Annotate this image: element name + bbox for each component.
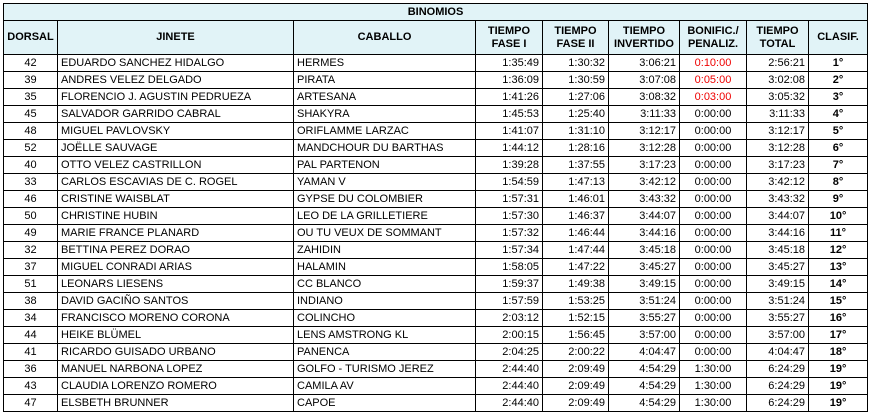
table-row bbox=[4, 191, 868, 208]
bonus-penalty-cell: 0:00:00 bbox=[680, 208, 747, 225]
dorsal-cell: 38 bbox=[4, 293, 58, 310]
bonus-penalty-cell: 0:00:00 bbox=[680, 106, 747, 123]
total-time-cell: 6:24:29 bbox=[747, 378, 809, 395]
inverted-time-cell: 3:51:24 bbox=[609, 293, 680, 310]
classification-cell: 13° bbox=[809, 259, 868, 276]
classification-cell: 1° bbox=[809, 55, 868, 72]
inverted-time-cell: 3:57:00 bbox=[609, 327, 680, 344]
table-row bbox=[4, 378, 868, 395]
horse-cell: LEO DE LA GRILLETIERE bbox=[294, 208, 476, 225]
inverted-time-cell: 3:06:21 bbox=[609, 55, 680, 72]
horse-cell: CAPOE bbox=[294, 395, 476, 412]
total-time-cell: 6:24:29 bbox=[747, 395, 809, 412]
classification-cell: 16° bbox=[809, 310, 868, 327]
inverted-time-cell: 3:45:18 bbox=[609, 242, 680, 259]
dorsal-cell: 50 bbox=[4, 208, 58, 225]
dorsal-cell: 48 bbox=[4, 123, 58, 140]
classification-cell: 19° bbox=[809, 395, 868, 412]
horse-cell: PIRATA bbox=[294, 72, 476, 89]
inverted-time-cell: 3:11:33 bbox=[609, 106, 680, 123]
col-header-invertido: TIEMPO INVERTIDO bbox=[609, 21, 680, 55]
dorsal-cell: 39 bbox=[4, 72, 58, 89]
phase1-time-cell: 1:44:12 bbox=[476, 140, 543, 157]
rider-cell: RICARDO GUISADO URBANO bbox=[58, 344, 294, 361]
total-time-cell: 3:55:27 bbox=[747, 310, 809, 327]
bonus-penalty-cell: 0:03:00 bbox=[680, 89, 747, 106]
rider-cell: MANUEL NARBONA LOPEZ bbox=[58, 361, 294, 378]
col-header-fase2: TIEMPO FASE II bbox=[543, 21, 609, 55]
table-title: BINOMIOS bbox=[4, 4, 868, 21]
phase1-time-cell: 1:57:59 bbox=[476, 293, 543, 310]
phase1-time-cell: 1:58:05 bbox=[476, 259, 543, 276]
rider-cell: MARIE FRANCE PLANARD bbox=[58, 225, 294, 242]
horse-cell: HALAMIN bbox=[294, 259, 476, 276]
dorsal-cell: 42 bbox=[4, 55, 58, 72]
bonus-penalty-cell: 1:30:00 bbox=[680, 395, 747, 412]
results-body bbox=[4, 55, 868, 412]
phase2-time-cell: 1:25:40 bbox=[543, 106, 609, 123]
phase2-time-cell: 1:46:44 bbox=[543, 225, 609, 242]
horse-cell: COLINCHO bbox=[294, 310, 476, 327]
rider-cell: DAVID GACIÑO SANTOS bbox=[58, 293, 294, 310]
inverted-time-cell: 3:55:27 bbox=[609, 310, 680, 327]
bonus-penalty-cell: 0:10:00 bbox=[680, 55, 747, 72]
dorsal-cell: 36 bbox=[4, 361, 58, 378]
bonus-penalty-cell: 0:00:00 bbox=[680, 276, 747, 293]
table-row bbox=[4, 55, 868, 72]
bonus-penalty-cell: 0:00:00 bbox=[680, 344, 747, 361]
bonus-penalty-cell: 0:00:00 bbox=[680, 242, 747, 259]
classification-cell: 3° bbox=[809, 89, 868, 106]
table-row bbox=[4, 106, 868, 123]
total-time-cell: 3:11:33 bbox=[747, 106, 809, 123]
rider-cell: CARLOS ESCAVIAS DE C. ROGEL bbox=[58, 174, 294, 191]
phase2-time-cell: 1:52:15 bbox=[543, 310, 609, 327]
phase2-time-cell: 1:30:59 bbox=[543, 72, 609, 89]
dorsal-cell: 35 bbox=[4, 89, 58, 106]
rider-cell: CRISTINE WAISBLAT bbox=[58, 191, 294, 208]
phase2-time-cell: 1:53:25 bbox=[543, 293, 609, 310]
table-row bbox=[4, 310, 868, 327]
total-time-cell: 3:17:23 bbox=[747, 157, 809, 174]
inverted-time-cell: 3:07:08 bbox=[609, 72, 680, 89]
col-header-clasif: CLASIF. bbox=[809, 21, 868, 55]
classification-cell: 11° bbox=[809, 225, 868, 242]
table-row bbox=[4, 395, 868, 412]
phase2-time-cell: 2:09:49 bbox=[543, 361, 609, 378]
dorsal-cell: 37 bbox=[4, 259, 58, 276]
horse-cell: CAMILA AV bbox=[294, 378, 476, 395]
horse-cell: LENS AMSTRONG KL bbox=[294, 327, 476, 344]
horse-cell: INDIANO bbox=[294, 293, 476, 310]
col-header-dorsal: DORSAL bbox=[4, 21, 58, 55]
rider-cell: LEONARS LIESENS bbox=[58, 276, 294, 293]
table-row bbox=[4, 361, 868, 378]
inverted-time-cell: 3:08:32 bbox=[609, 89, 680, 106]
phase1-time-cell: 1:35:49 bbox=[476, 55, 543, 72]
dorsal-cell: 34 bbox=[4, 310, 58, 327]
classification-cell: 17° bbox=[809, 327, 868, 344]
phase2-time-cell: 2:09:49 bbox=[543, 378, 609, 395]
table-row bbox=[4, 123, 868, 140]
phase1-time-cell: 2:44:40 bbox=[476, 361, 543, 378]
phase2-time-cell: 2:00:22 bbox=[543, 344, 609, 361]
rider-cell: ANDRES VELEZ DELGADO bbox=[58, 72, 294, 89]
horse-cell: YAMAN V bbox=[294, 174, 476, 191]
inverted-time-cell: 4:54:29 bbox=[609, 378, 680, 395]
col-header-caballo: CABALLO bbox=[294, 21, 476, 55]
total-time-cell: 3:02:08 bbox=[747, 72, 809, 89]
table-row bbox=[4, 72, 868, 89]
dorsal-cell: 46 bbox=[4, 191, 58, 208]
table-row bbox=[4, 259, 868, 276]
total-time-cell: 3:42:12 bbox=[747, 174, 809, 191]
dorsal-cell: 49 bbox=[4, 225, 58, 242]
total-time-cell: 3:05:32 bbox=[747, 89, 809, 106]
horse-cell: ARTESANA bbox=[294, 89, 476, 106]
total-time-cell: 3:49:15 bbox=[747, 276, 809, 293]
rider-cell: SALVADOR GARRIDO CABRAL bbox=[58, 106, 294, 123]
phase2-time-cell: 1:27:06 bbox=[543, 89, 609, 106]
phase1-time-cell: 1:36:09 bbox=[476, 72, 543, 89]
rider-cell: MIGUEL PAVLOVSKY bbox=[58, 123, 294, 140]
phase2-time-cell: 1:46:37 bbox=[543, 208, 609, 225]
classification-cell: 5° bbox=[809, 123, 868, 140]
total-time-cell: 3:12:17 bbox=[747, 123, 809, 140]
total-time-cell: 3:57:00 bbox=[747, 327, 809, 344]
rider-cell: FRANCISCO MORENO CORONA bbox=[58, 310, 294, 327]
phase2-time-cell: 1:47:44 bbox=[543, 242, 609, 259]
inverted-time-cell: 3:12:28 bbox=[609, 140, 680, 157]
rider-cell: CHRISTINE HUBIN bbox=[58, 208, 294, 225]
phase1-time-cell: 1:54:59 bbox=[476, 174, 543, 191]
total-time-cell: 3:45:27 bbox=[747, 259, 809, 276]
bonus-penalty-cell: 0:00:00 bbox=[680, 310, 747, 327]
phase1-time-cell: 2:44:40 bbox=[476, 378, 543, 395]
classification-cell: 8° bbox=[809, 174, 868, 191]
phase2-time-cell: 1:47:13 bbox=[543, 174, 609, 191]
total-time-cell: 3:51:24 bbox=[747, 293, 809, 310]
header-row bbox=[4, 21, 868, 55]
phase1-time-cell: 2:44:40 bbox=[476, 395, 543, 412]
dorsal-cell: 40 bbox=[4, 157, 58, 174]
total-time-cell: 3:45:18 bbox=[747, 242, 809, 259]
phase2-time-cell: 1:30:32 bbox=[543, 55, 609, 72]
phase1-time-cell: 1:45:53 bbox=[476, 106, 543, 123]
dorsal-cell: 32 bbox=[4, 242, 58, 259]
phase1-time-cell: 1:57:31 bbox=[476, 191, 543, 208]
classification-cell: 10° bbox=[809, 208, 868, 225]
horse-cell: PANENCA bbox=[294, 344, 476, 361]
phase1-time-cell: 1:39:28 bbox=[476, 157, 543, 174]
horse-cell: OU TU VEUX DE SOMMANT bbox=[294, 225, 476, 242]
classification-cell: 4° bbox=[809, 106, 868, 123]
horse-cell: HERMES bbox=[294, 55, 476, 72]
dorsal-cell: 43 bbox=[4, 378, 58, 395]
table-row bbox=[4, 89, 868, 106]
dorsal-cell: 47 bbox=[4, 395, 58, 412]
phase2-time-cell: 1:37:55 bbox=[543, 157, 609, 174]
bonus-penalty-cell: 1:30:00 bbox=[680, 361, 747, 378]
classification-cell: 19° bbox=[809, 378, 868, 395]
inverted-time-cell: 3:44:07 bbox=[609, 208, 680, 225]
phase1-time-cell: 1:59:37 bbox=[476, 276, 543, 293]
classification-cell: 2° bbox=[809, 72, 868, 89]
horse-cell: SHAKYRA bbox=[294, 106, 476, 123]
bonus-penalty-cell: 0:00:00 bbox=[680, 140, 747, 157]
rider-cell: CLAUDIA LORENZO ROMERO bbox=[58, 378, 294, 395]
phase2-time-cell: 1:46:01 bbox=[543, 191, 609, 208]
horse-cell: CC BLANCO bbox=[294, 276, 476, 293]
rider-cell: JOËLLE SAUVAGE bbox=[58, 140, 294, 157]
horse-cell: MANDCHOUR DU BARTHAS bbox=[294, 140, 476, 157]
col-header-bonific: BONIFIC./ PENALIZ. bbox=[680, 21, 747, 55]
phase1-time-cell: 1:41:07 bbox=[476, 123, 543, 140]
rider-cell: MIGUEL CONRADI ARIAS bbox=[58, 259, 294, 276]
rider-cell: BETTINA PEREZ DORAO bbox=[58, 242, 294, 259]
table-row bbox=[4, 157, 868, 174]
total-time-cell: 2:56:21 bbox=[747, 55, 809, 72]
rider-cell: HEIKE BLÜMEL bbox=[58, 327, 294, 344]
phase2-time-cell: 1:56:45 bbox=[543, 327, 609, 344]
inverted-time-cell: 4:54:29 bbox=[609, 395, 680, 412]
rider-cell: EDUARDO SANCHEZ HIDALGO bbox=[58, 55, 294, 72]
phase2-time-cell: 1:31:10 bbox=[543, 123, 609, 140]
classification-cell: 19° bbox=[809, 361, 868, 378]
phase1-time-cell: 2:00:15 bbox=[476, 327, 543, 344]
inverted-time-cell: 3:12:17 bbox=[609, 123, 680, 140]
total-time-cell: 3:43:32 bbox=[747, 191, 809, 208]
bonus-penalty-cell: 0:00:00 bbox=[680, 191, 747, 208]
bonus-penalty-cell: 0:05:00 bbox=[680, 72, 747, 89]
table-row bbox=[4, 225, 868, 242]
total-time-cell: 3:12:28 bbox=[747, 140, 809, 157]
table-row bbox=[4, 208, 868, 225]
results-table-container bbox=[3, 3, 868, 412]
dorsal-cell: 33 bbox=[4, 174, 58, 191]
total-time-cell: 3:44:16 bbox=[747, 225, 809, 242]
total-time-cell: 3:44:07 bbox=[747, 208, 809, 225]
table-row bbox=[4, 140, 868, 157]
inverted-time-cell: 3:43:32 bbox=[609, 191, 680, 208]
bonus-penalty-cell: 0:00:00 bbox=[680, 293, 747, 310]
rider-cell: OTTO VELEZ CASTRILLON bbox=[58, 157, 294, 174]
horse-cell: ZAHIDIN bbox=[294, 242, 476, 259]
bonus-penalty-cell: 0:00:00 bbox=[680, 157, 747, 174]
phase1-time-cell: 1:41:26 bbox=[476, 89, 543, 106]
table-row bbox=[4, 242, 868, 259]
bonus-penalty-cell: 0:00:00 bbox=[680, 327, 747, 344]
classification-cell: 6° bbox=[809, 140, 868, 157]
classification-cell: 12° bbox=[809, 242, 868, 259]
inverted-time-cell: 3:42:12 bbox=[609, 174, 680, 191]
total-time-cell: 4:04:47 bbox=[747, 344, 809, 361]
horse-cell: PAL PARTENON bbox=[294, 157, 476, 174]
phase2-time-cell: 1:28:16 bbox=[543, 140, 609, 157]
rider-cell: ELSBETH BRUNNER bbox=[58, 395, 294, 412]
col-header-total: TIEMPO TOTAL bbox=[747, 21, 809, 55]
table-row bbox=[4, 174, 868, 191]
results-table bbox=[3, 3, 868, 412]
inverted-time-cell: 3:45:27 bbox=[609, 259, 680, 276]
phase1-time-cell: 1:57:34 bbox=[476, 242, 543, 259]
classification-cell: 14° bbox=[809, 276, 868, 293]
inverted-time-cell: 3:49:15 bbox=[609, 276, 680, 293]
col-header-jinete: JINETE bbox=[58, 21, 294, 55]
horse-cell: ORIFLAMME LARZAC bbox=[294, 123, 476, 140]
dorsal-cell: 41 bbox=[4, 344, 58, 361]
bonus-penalty-cell: 0:00:00 bbox=[680, 259, 747, 276]
inverted-time-cell: 4:54:29 bbox=[609, 361, 680, 378]
total-time-cell: 6:24:29 bbox=[747, 361, 809, 378]
table-row bbox=[4, 293, 868, 310]
phase1-time-cell: 2:03:12 bbox=[476, 310, 543, 327]
classification-cell: 7° bbox=[809, 157, 868, 174]
classification-cell: 9° bbox=[809, 191, 868, 208]
phase1-time-cell: 2:04:25 bbox=[476, 344, 543, 361]
bonus-penalty-cell: 0:00:00 bbox=[680, 225, 747, 242]
bonus-penalty-cell: 0:00:00 bbox=[680, 174, 747, 191]
phase1-time-cell: 1:57:32 bbox=[476, 225, 543, 242]
phase1-time-cell: 1:57:30 bbox=[476, 208, 543, 225]
phase2-time-cell: 1:49:38 bbox=[543, 276, 609, 293]
dorsal-cell: 45 bbox=[4, 106, 58, 123]
phase2-time-cell: 1:47:22 bbox=[543, 259, 609, 276]
classification-cell: 15° bbox=[809, 293, 868, 310]
phase2-time-cell: 2:09:49 bbox=[543, 395, 609, 412]
inverted-time-cell: 3:17:23 bbox=[609, 157, 680, 174]
inverted-time-cell: 4:04:47 bbox=[609, 344, 680, 361]
bonus-penalty-cell: 0:00:00 bbox=[680, 123, 747, 140]
horse-cell: GYPSE DU COLOMBIER bbox=[294, 191, 476, 208]
rider-cell: FLORENCIO J. AGUSTIN PEDRUEZA bbox=[58, 89, 294, 106]
classification-cell: 18° bbox=[809, 344, 868, 361]
bonus-penalty-cell: 1:30:00 bbox=[680, 378, 747, 395]
horse-cell: GOLFO - TURISMO JEREZ bbox=[294, 361, 476, 378]
table-row bbox=[4, 344, 868, 361]
dorsal-cell: 52 bbox=[4, 140, 58, 157]
table-row bbox=[4, 276, 868, 293]
inverted-time-cell: 3:44:16 bbox=[609, 225, 680, 242]
col-header-fase1: TIEMPO FASE I bbox=[476, 21, 543, 55]
dorsal-cell: 51 bbox=[4, 276, 58, 293]
dorsal-cell: 44 bbox=[4, 327, 58, 344]
table-row bbox=[4, 327, 868, 344]
